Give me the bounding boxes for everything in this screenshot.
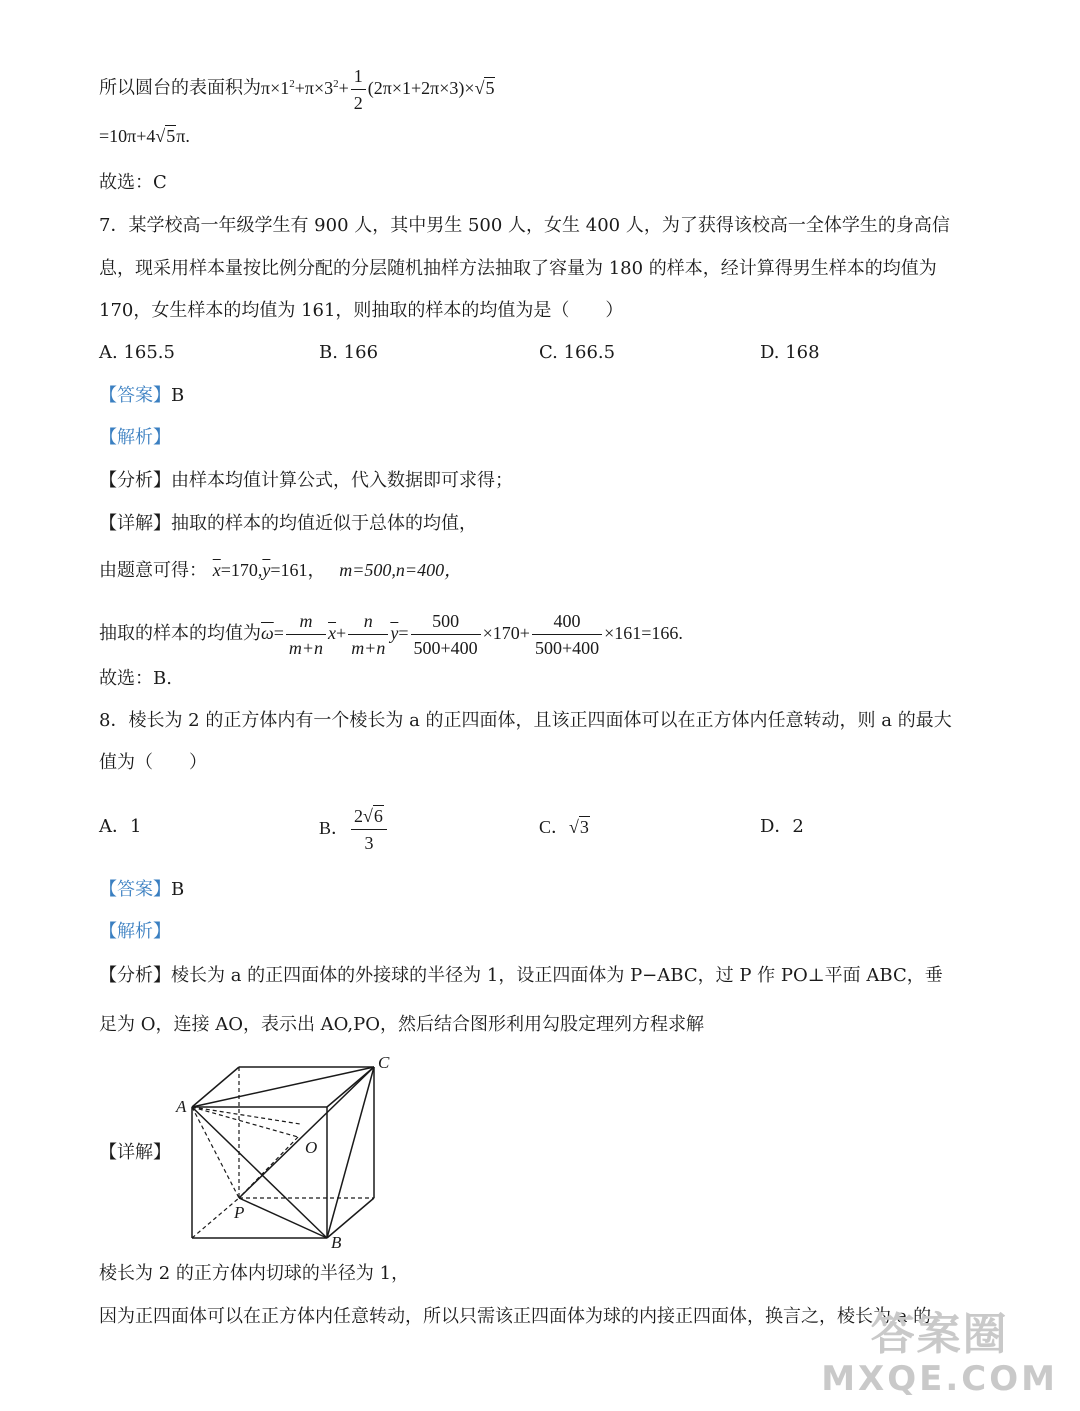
segment-po bbox=[239, 1137, 298, 1198]
x-value: =170, bbox=[220, 560, 263, 580]
q7-option-a: A. 165.5 bbox=[99, 342, 175, 363]
label-o: O bbox=[305, 1138, 318, 1157]
median-line bbox=[192, 1107, 300, 1124]
fenxi-text: 棱长为 a 的正四面体的外接球的半径为 1，设正四面体为 P−ABC，过 P 作 PO⊥平面 ABC，垂 bbox=[171, 965, 943, 986]
q7-line-3: 170，女生样本的均值为 161，则抽取的样本的均值为是（ ） bbox=[99, 300, 624, 321]
formula-line-2: =10π+4√5π. bbox=[99, 126, 190, 146]
numerator: n bbox=[348, 608, 388, 635]
q8-option-c: C．√3 bbox=[539, 817, 589, 837]
hidden-edge bbox=[192, 1198, 239, 1238]
tetra-edge-cb bbox=[327, 1067, 374, 1238]
q7-line-1: 7．某学校高一年级学生有 900 人，其中男生 500 人，女生 400 人，为了获得该校高一全体学生的身高信 bbox=[99, 215, 950, 236]
answer-tag: 【答案】 bbox=[99, 879, 171, 900]
given-prefix: 由题意可得： bbox=[99, 560, 207, 581]
q7-line-2: 息，现采用样本量按比例分配的分层随机抽样方法抽取了容量为 180 的样本，经计算得男生样本的均值为 bbox=[99, 258, 937, 279]
cube-edge bbox=[192, 1067, 239, 1107]
fraction-400 bbox=[532, 608, 602, 661]
answer-value: B bbox=[171, 385, 185, 406]
ybar: $\overline{y}$ bbox=[262, 560, 271, 580]
q8-fenxi-1 bbox=[99, 964, 943, 988]
equals: = bbox=[273, 623, 284, 643]
tetra-edge-cp bbox=[239, 1067, 374, 1198]
formula-line-1 bbox=[99, 63, 495, 116]
fraction-500 bbox=[411, 608, 481, 661]
q7-answer bbox=[99, 384, 184, 408]
exponent: 2 bbox=[333, 77, 339, 90]
radicand: 5 bbox=[166, 126, 176, 146]
fenxi-tag: 【分析】 bbox=[99, 965, 171, 986]
radicand: 5 bbox=[485, 77, 495, 98]
mean-prefix: 抽取的样本的均值为 bbox=[99, 623, 261, 644]
radicand: 3 bbox=[579, 817, 589, 837]
answer-value: B bbox=[171, 879, 185, 900]
xbar: $\overline{x}$ bbox=[328, 623, 337, 643]
math-part: ×170+ bbox=[482, 623, 530, 643]
q7-final: 故选：B. bbox=[99, 668, 172, 689]
q8-line-1: 8．棱长为 2 的正方体内有一个棱长为 a 的正四面体，且该正四面体可以在正方体内任意转动，则 a 的最大 bbox=[99, 710, 952, 731]
math-part: + bbox=[338, 77, 349, 98]
q7-fenxi bbox=[99, 469, 513, 493]
fenxi-text: 由样本均值计算公式，代入数据即可求得； bbox=[171, 470, 513, 491]
q8-last-line: 因为正四面体可以在正方体内任意转动，所以只需该正四面体为球的内接正四面体，换言之，棱长为 a 的 bbox=[99, 1306, 932, 1327]
label-p: P bbox=[234, 1203, 245, 1222]
option-label: C． bbox=[539, 817, 570, 837]
denominator: 2 bbox=[353, 93, 363, 113]
y-value: =161， bbox=[270, 560, 326, 580]
q7-xiangjie bbox=[99, 512, 477, 536]
numerator: 1 bbox=[351, 63, 366, 90]
text: 所以圆台的表面积为 bbox=[99, 77, 261, 99]
math-part: ×161=166. bbox=[604, 623, 683, 643]
xiangjie-tag: 【详解】 bbox=[99, 513, 171, 534]
tetra-edge-ac bbox=[192, 1067, 374, 1107]
math: $\pi\times 1^2+\pi\times 3^2+$ $\frac{1}{2}$ (2π×1+2π×3)×√5 bbox=[261, 78, 495, 98]
prev-answer: 故选：C bbox=[99, 172, 167, 193]
denominator: 500+400 bbox=[413, 637, 478, 658]
numerator: 400 bbox=[532, 608, 602, 635]
watermark bbox=[821, 1309, 1058, 1401]
exponent: 2 bbox=[289, 77, 295, 90]
cube-edge bbox=[327, 1198, 374, 1238]
answer-tag: 【答案】 bbox=[99, 385, 171, 406]
equals: = bbox=[398, 623, 409, 643]
ybar: $\overline{y}$ bbox=[390, 623, 399, 643]
numerator: m bbox=[286, 608, 326, 635]
math-part: π×1 bbox=[261, 77, 290, 98]
math-part: =10π+4 bbox=[99, 126, 156, 146]
coefficient: 2 bbox=[354, 806, 364, 827]
omega-bar: $\overline{\omega}$ bbox=[261, 623, 274, 643]
fraction-2sqrt6-over-3: $\frac{2√6}{3}$ bbox=[351, 803, 387, 856]
q8-fenxi-2: 足为 O，连接 AO，表示出 AO,PO，然后结合图形利用勾股定理列方程求解 bbox=[99, 1014, 704, 1035]
fraction-n bbox=[348, 608, 388, 661]
q7-mean-formula: 抽取的样本的均值为$\overline{\omega}=$ $\frac{m}{m+n}$ $\overline{x}+$ $\frac{n}{m+n}$ $\overline{y}=$ $\frac{500}{500+400}$ ×170+ $\frac{400}{500+400}$ ×161=166. bbox=[99, 603, 683, 664]
denominator: m+n bbox=[351, 637, 386, 658]
cube-tetrahedron-figure bbox=[172, 1050, 412, 1250]
numerator: 500 bbox=[411, 608, 481, 635]
q7-option-d: D. 168 bbox=[760, 342, 820, 363]
label-c: C bbox=[378, 1053, 390, 1072]
q8-xiangjie-tag: 【详解】 bbox=[99, 1142, 171, 1163]
q7-option-c: C. 166.5 bbox=[539, 342, 616, 363]
q8-analysis-tag: 【解析】 bbox=[99, 921, 171, 942]
xiangjie-text: 抽取的样本的均值近似于总体的均值， bbox=[171, 513, 477, 534]
denominator: 3 bbox=[364, 833, 374, 854]
math-part: +π×3 bbox=[294, 77, 334, 98]
label-b: B bbox=[331, 1233, 342, 1250]
tetra-edge-ap bbox=[192, 1107, 239, 1198]
fraction-m bbox=[286, 608, 326, 661]
fraction-half bbox=[351, 63, 366, 116]
math-part: π. bbox=[176, 126, 190, 146]
q8-option-a: A．1 bbox=[99, 816, 142, 837]
q8-option-d: D．2 bbox=[760, 816, 804, 837]
fenxi-tag: 【分析】 bbox=[99, 470, 171, 491]
denominator: m+n bbox=[288, 637, 324, 658]
label-a: A bbox=[176, 1097, 187, 1116]
q8-inscribed-radius: 棱长为 2 的正方体内切球的半径为 1， bbox=[99, 1263, 410, 1284]
q8-answer bbox=[99, 878, 184, 902]
watermark-top: 答案圈 bbox=[870, 1309, 1009, 1360]
tetra-edge-pb bbox=[239, 1198, 327, 1238]
q7-given bbox=[99, 558, 462, 583]
m-n-values: m=500,n=400， bbox=[339, 560, 463, 580]
option-label: B． bbox=[319, 818, 350, 838]
q7-option-b: B. 166 bbox=[319, 342, 379, 363]
math-part: (2π×1+2π×3)× bbox=[367, 77, 475, 98]
radicand: 6 bbox=[373, 806, 383, 827]
q8-option-b bbox=[319, 800, 389, 856]
q7-analysis-tag: 【解析】 bbox=[99, 427, 171, 448]
xbar: $\overline{x}$ bbox=[212, 560, 221, 580]
q8-line-2: 值为（ ） bbox=[99, 752, 207, 773]
watermark-bottom: MXQE.COM bbox=[821, 1359, 1058, 1399]
denominator: 500+400 bbox=[534, 637, 600, 658]
